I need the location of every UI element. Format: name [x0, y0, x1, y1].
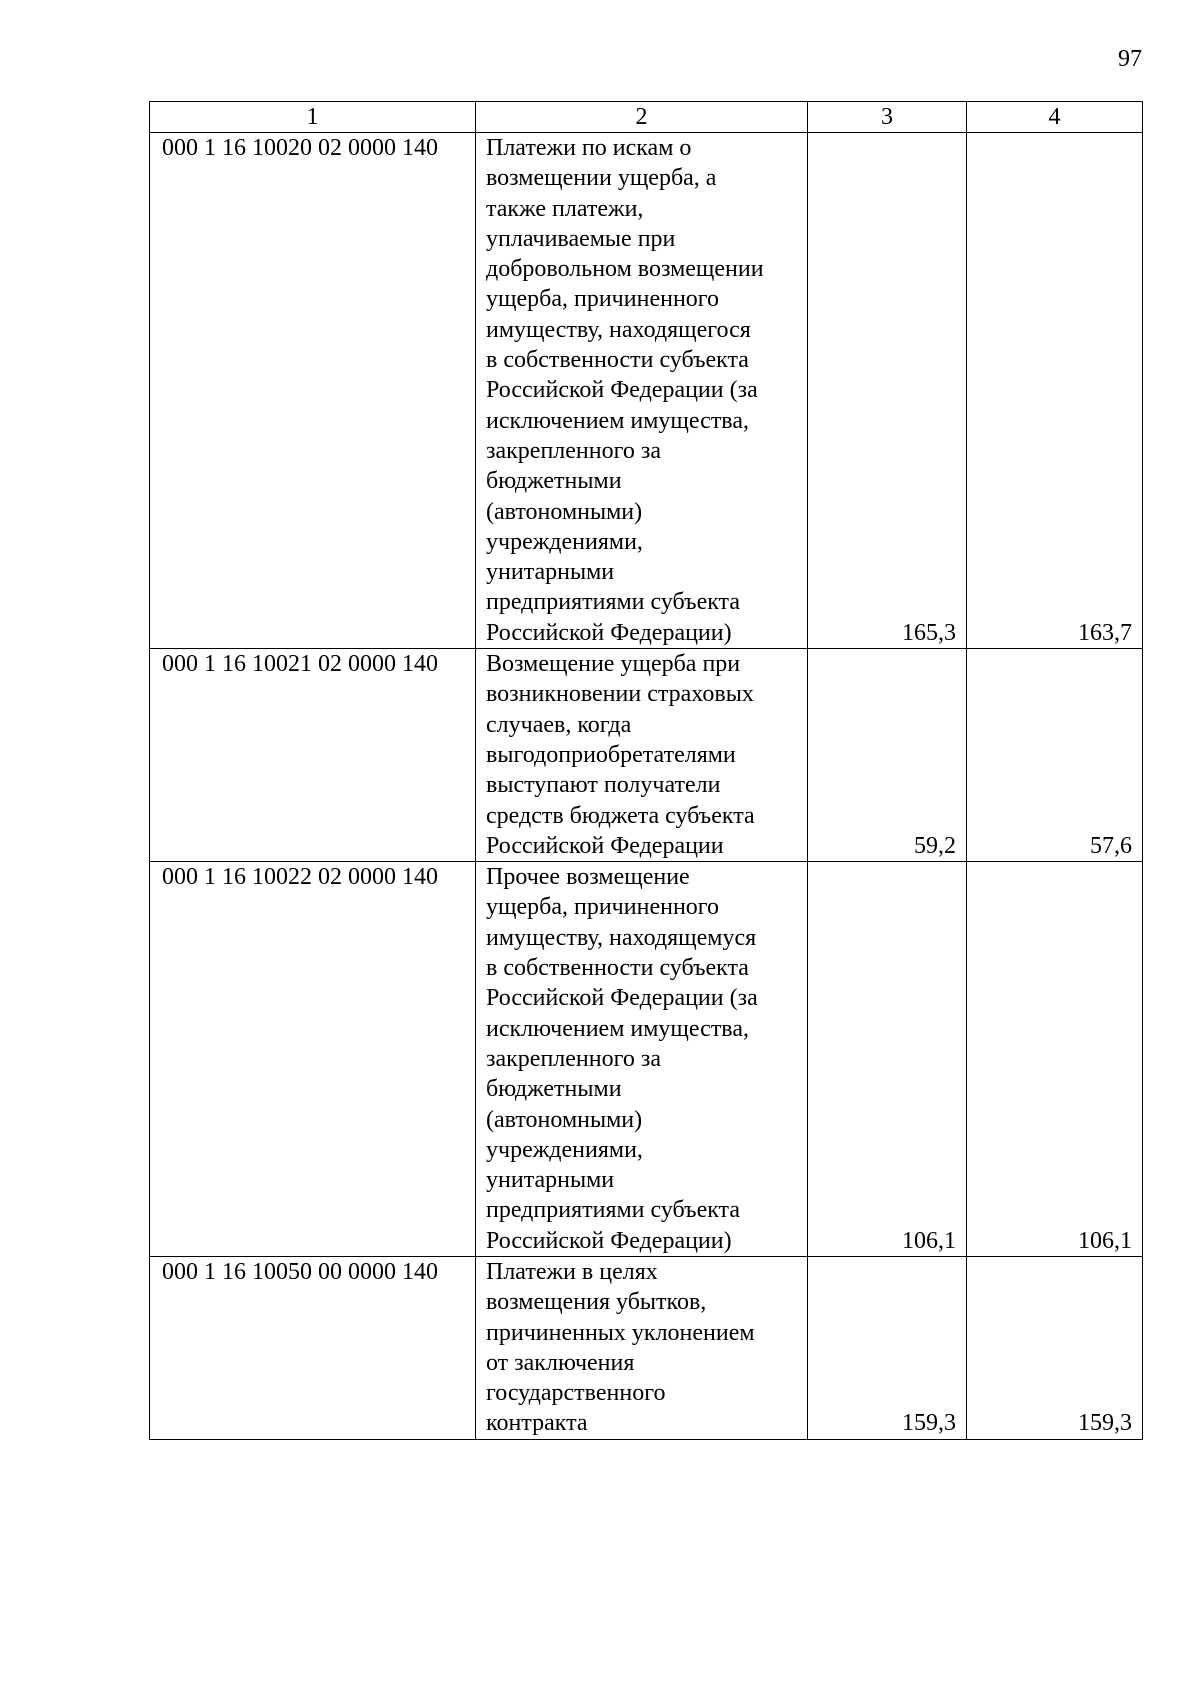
description-line: бюджетными [486, 1076, 622, 1103]
description-line: имуществу, находящегося [486, 316, 751, 343]
table-row [150, 862, 1143, 1257]
description-line: ущерба, причиненного [486, 894, 720, 921]
description-line: Российской Федерации (за [486, 377, 758, 404]
description-line: Платежи в целях [486, 1258, 658, 1285]
table-row [150, 649, 1143, 862]
description-line: бюджетными [486, 468, 622, 495]
table-header-row [150, 102, 1143, 133]
amount-col4-cell: 159,3 [967, 1256, 1143, 1439]
description-line: в собственности субъекта [486, 347, 749, 374]
description-line: в собственности субъекта [486, 955, 749, 982]
description-line: также платежи, [486, 195, 644, 222]
description-cell [476, 862, 808, 1257]
column-header-3: 3 [808, 102, 967, 133]
description-line: добровольном возмещении [486, 256, 764, 283]
description-line: Прочее возмещение [486, 864, 690, 891]
description-line: Российской Федерации (за [486, 985, 758, 1012]
description-line: возмещения убытков, [486, 1289, 707, 1316]
revenue-code-cell: 000 1 16 10021 02 0000 140 [150, 649, 476, 862]
description-line: случаев, когда [486, 711, 632, 738]
revenue-code-cell: 000 1 16 10022 02 0000 140 [150, 862, 476, 1257]
description-line: имуществу, находящемуся [486, 924, 757, 951]
description-line: Российской Федерации) [486, 1227, 732, 1254]
revenue-code-cell: 000 1 16 10050 00 0000 140 [150, 1256, 476, 1439]
description-line: исключением имущества, [486, 1015, 749, 1042]
description-line: возникновении страховых [486, 681, 754, 708]
description-line: унитарными [486, 559, 615, 586]
description-line: (автономными) [486, 498, 643, 525]
amount-col3-cell: 159,3 [808, 1256, 967, 1439]
description-line: выступают получатели [486, 772, 721, 799]
page-number: 97 [1118, 46, 1142, 72]
column-header-4: 4 [967, 102, 1143, 133]
description-line: государственного [486, 1380, 666, 1407]
amount-col4-cell: 57,6 [967, 649, 1143, 862]
description-line: предприятиями субъекта [486, 589, 740, 616]
description-line: средств бюджета субъекта [486, 802, 755, 829]
description-line: ущерба, причиненного [486, 286, 720, 313]
description-line: уплачиваемые при [486, 225, 676, 252]
description-line: учреждениями, [486, 528, 643, 555]
description-line: возмещении ущерба, а [486, 165, 717, 192]
description-cell [476, 1256, 808, 1439]
description-line: (автономными) [486, 1106, 643, 1133]
table-row [150, 133, 1143, 649]
description-line: причиненных уклонением [486, 1319, 755, 1346]
description-line: закрепленного за [486, 437, 661, 464]
revenue-code-cell: 000 1 16 10020 02 0000 140 [150, 133, 476, 649]
description-line: Возмещение ущерба при [486, 651, 741, 678]
description-line: Российской Федерации) [486, 619, 732, 646]
description-line: предприятиями субъекта [486, 1197, 740, 1224]
description-line: унитарными [486, 1167, 615, 1194]
budget-table [149, 101, 1143, 1440]
column-header-2: 2 [476, 102, 808, 133]
description-line: от заключения [486, 1349, 635, 1376]
description-line: выгодоприобретателями [486, 741, 736, 768]
column-header-1: 1 [150, 102, 476, 133]
description-cell [476, 133, 808, 649]
amount-col3-cell: 59,2 [808, 649, 967, 862]
table-row [150, 1256, 1143, 1439]
amount-col4-cell: 163,7 [967, 133, 1143, 649]
amount-col3-cell: 165,3 [808, 133, 967, 649]
description-line: Платежи по искам о [486, 135, 692, 161]
description-line: учреждениями, [486, 1136, 643, 1163]
description-line: закрепленного за [486, 1045, 661, 1072]
description-line: Российской Федерации [486, 832, 724, 859]
description-cell [476, 649, 808, 862]
description-line: контракта [486, 1410, 588, 1437]
description-line: исключением имущества, [486, 407, 749, 434]
amount-col3-cell: 106,1 [808, 862, 967, 1257]
amount-col4-cell: 106,1 [967, 862, 1143, 1257]
